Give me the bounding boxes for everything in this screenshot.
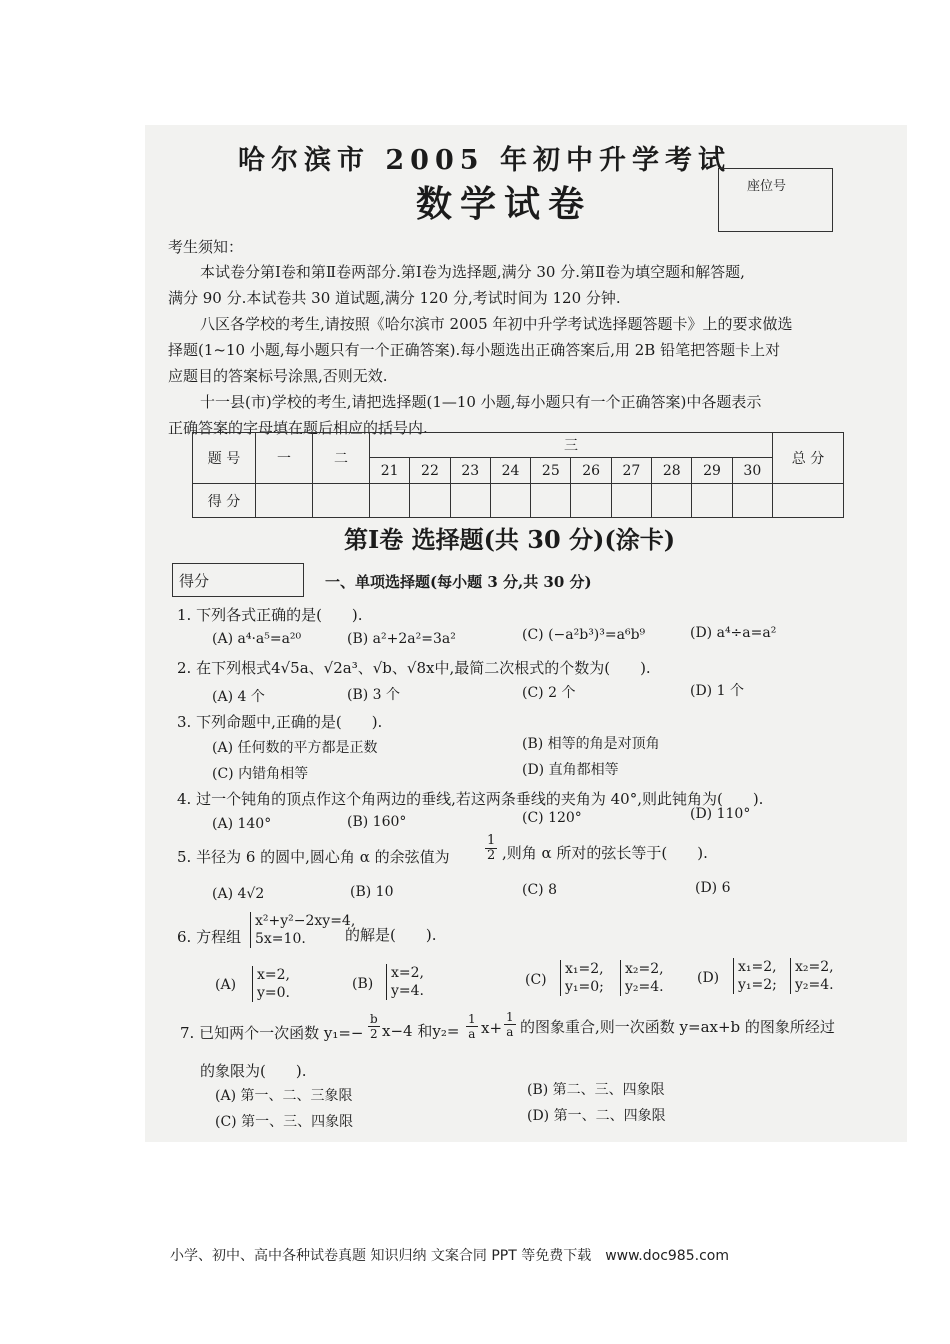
option-label: (B) (352, 976, 374, 992)
option: (A) 任何数的平方都是正数 (212, 740, 378, 756)
notice-line: 择题(1~10 小题,每小题只有一个正确答案).每小题选出正确答案后,用 2B 铅笔把答题卡上对 (168, 341, 781, 359)
sub-number: 29 (692, 457, 732, 484)
seat-number-label: 座位号 (747, 179, 787, 194)
notice-line: 正确答案的字母填在题后相应的括号内. (168, 419, 428, 437)
score-cell (692, 484, 732, 518)
score-cell (652, 484, 692, 518)
fraction-denominator: a (506, 1025, 514, 1039)
equation: y₂=4. (795, 977, 834, 993)
question-stem: 的解是( ). (345, 926, 437, 944)
question-stem: 3. 下列命题中,正确的是( ). (177, 713, 383, 731)
fraction-numerator: 1 (468, 1012, 476, 1026)
question-stem: 2. 在下列根式4√5a、√2a³、√b、√8x中,最简二次根式的个数为( ). (177, 659, 651, 677)
sub-number: 22 (410, 457, 450, 484)
option: (A) 4 个 (212, 689, 265, 705)
footer-text: 小学、初中、高中各种试卷真题 知识归纳 文案合同 PPT 等免费下载 www.doc985.com (170, 1248, 729, 1264)
equation: 5x=10. (255, 931, 306, 947)
option-system (620, 960, 664, 996)
option: (B) 3 个 (347, 687, 401, 703)
notice-line: 应题目的答案标号涂黑,否则无效. (168, 367, 388, 385)
option: (A) 4√2 (212, 886, 265, 902)
option: (C) 8 (522, 882, 557, 898)
question-stem: 6. 方程组 (177, 928, 242, 946)
notice-line: 满分 90 分.本试卷共 30 道试题,满分 120 分,考试时间为 120 分钟. (168, 289, 621, 307)
score-cell (611, 484, 651, 518)
equation: x₁=2, (565, 961, 604, 977)
score-cell (490, 484, 530, 518)
sub-number: 21 (370, 457, 410, 484)
question-stem: 7. 已知两个一次函数 y₁=− (180, 1024, 364, 1042)
sub-number: 30 (732, 457, 772, 484)
exam-subject-title: 数学试卷 (416, 183, 593, 225)
option: (A) 第一、二、三象限 (215, 1088, 353, 1104)
option: (D) 第一、二、四象限 (527, 1108, 666, 1124)
score-box-label: 得分 (179, 572, 210, 590)
option: (C) (−a²b³)³=a⁶b⁹ (522, 627, 646, 643)
notice-heading: 考生须知： (168, 238, 244, 256)
question-stem: ,则角 α 所对的弦长等于( ). (502, 844, 708, 862)
option-system (790, 958, 834, 994)
question-stem: 5. 半径为 6 的圆中,圆心角 α 的余弦值为 (177, 848, 450, 866)
option: (B) 相等的角是对顶角 (522, 736, 660, 752)
option: (B) a²+2a²=3a² (347, 631, 456, 647)
part-heading: 一、单项选择题(每小题 3 分,共 30 分) (325, 573, 592, 591)
sub-number: 25 (531, 457, 571, 484)
option: (B) 10 (350, 884, 394, 900)
section-title: 第Ⅰ卷 选择题(共 30 分)(涂卡) (344, 525, 676, 554)
question-stem: x−4 和y₂= (382, 1022, 460, 1040)
fraction-numerator: 1 (487, 833, 496, 848)
option-label: (D) (697, 970, 720, 986)
notice-line: 本试卷分第Ⅰ卷和第Ⅱ卷两部分.第Ⅰ卷为选择题,满分 30 分.第Ⅱ卷为填空题和解答题, (200, 263, 745, 281)
sub-number: 27 (611, 457, 651, 484)
option-label: (C) (525, 972, 547, 988)
score-cell (571, 484, 611, 518)
option: (C) 2 个 (522, 685, 576, 701)
question-stem: x+ (481, 1019, 503, 1037)
option-system (733, 958, 777, 994)
question-stem: 的象限为( ). (200, 1062, 307, 1080)
fraction-denominator: 2 (370, 1027, 378, 1041)
col-total: 总 分 (773, 433, 844, 484)
equation: y₂=4. (625, 979, 664, 995)
option: (A) a⁴·a⁵=a²⁰ (212, 631, 302, 647)
fraction (368, 1012, 380, 1041)
equation: x₂=2, (625, 961, 664, 977)
exam-title: 哈尔滨市 2005 年初中升学考试 (238, 145, 731, 176)
equation: x²+y²−2xy=4, (255, 913, 356, 929)
equation: x₂=2, (795, 959, 834, 975)
option: (C) 120° (522, 810, 582, 826)
question-stem: 的图象重合,则一次函数 y=ax+b 的图象所经过 (520, 1018, 835, 1036)
score-cell (531, 484, 571, 518)
option: (D) 1 个 (690, 683, 744, 699)
fraction-denominator: a (468, 1027, 476, 1041)
equation: x=2, (257, 967, 290, 983)
fraction-numerator: b (370, 1012, 378, 1026)
option: (A) 140° (212, 816, 272, 832)
sub-number: 28 (652, 457, 692, 484)
row-label-score: 得 分 (193, 484, 256, 518)
option: (C) 第一、三、四象限 (215, 1114, 354, 1130)
notice-line: 八区各学校的考生,请按照《哈尔滨市 2005 年初中升学考试选择题答题卡》上的要求做选 (200, 315, 793, 333)
option: (C) 内错角相等 (212, 766, 309, 782)
fraction-numerator: 1 (506, 1010, 514, 1024)
option-label: (A) (215, 977, 237, 993)
option-system (560, 960, 604, 996)
equation: y₁=0; (565, 979, 604, 995)
equation: x=2, (391, 965, 424, 981)
col-part-3: 三 (370, 433, 773, 458)
option: (D) a⁴÷a=a² (690, 625, 777, 641)
score-table (192, 432, 844, 518)
score-cell (450, 484, 490, 518)
score-cell (370, 484, 410, 518)
col-part-1: 一 (256, 433, 313, 484)
sub-number: 24 (490, 457, 530, 484)
option: (B) 160° (347, 814, 407, 830)
option: (D) 直角都相等 (522, 762, 619, 778)
option-system (252, 966, 290, 1002)
score-cell (313, 484, 370, 518)
fraction (504, 1010, 516, 1039)
equation: y=4. (391, 983, 424, 999)
option: (B) 第二、三、四象限 (527, 1082, 665, 1098)
sub-number: 26 (571, 457, 611, 484)
seat-number-box (718, 168, 833, 232)
fraction-denominator: 2 (487, 848, 496, 863)
col-part-2: 二 (313, 433, 370, 484)
option-system (386, 964, 424, 1000)
equation: y=0. (257, 985, 290, 1001)
fraction (466, 1012, 478, 1041)
option: (D) 6 (695, 880, 731, 896)
equation: x₁=2, (738, 959, 777, 975)
section-score-box (172, 563, 304, 597)
question-stem: 4. 过一个钝角的顶点作这个角两边的垂线,若这两条垂线的夹角为 40°,则此钝角为( ). (177, 790, 764, 808)
score-cell (773, 484, 844, 518)
score-cell (256, 484, 313, 518)
score-cell (732, 484, 772, 518)
question-stem: 1. 下列各式正确的是( ). (177, 606, 363, 624)
equation: y₁=2; (738, 977, 777, 993)
score-cell (410, 484, 450, 518)
row-label-question: 题 号 (193, 433, 256, 484)
equation-system (250, 912, 355, 948)
option: (D) 110° (690, 806, 751, 822)
notice-line: 十一县(市)学校的考生,请把选择题(1—10 小题,每小题只有一个正确答案)中各题表示 (200, 393, 762, 411)
sub-number: 23 (450, 457, 490, 484)
fraction (485, 834, 497, 863)
